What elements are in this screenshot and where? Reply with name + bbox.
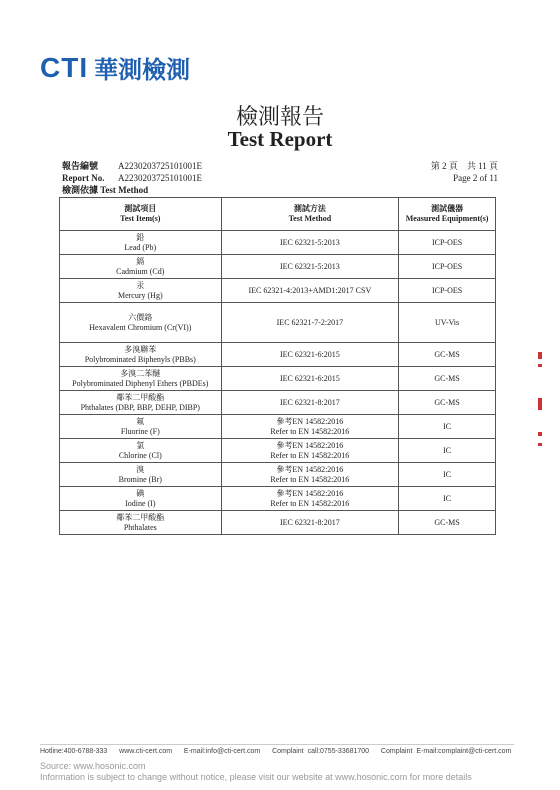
test-method: 參考EN 14582:2016 Refer to EN 14582:2016 — [221, 463, 399, 487]
test-method: 參考EN 14582:2016 Refer to EN 14582:2016 — [221, 415, 399, 439]
test-method: 參考EN 14582:2016 Refer to EN 14582:2016 — [221, 439, 399, 463]
test-method: 參考EN 14582:2016 Refer to EN 14582:2016 — [221, 487, 399, 511]
measured-equipment: IC — [399, 439, 496, 463]
test-item: 鎘 Cadmium (Cd) — [60, 255, 222, 279]
page-number — [431, 160, 498, 184]
measured-equipment: GC-MS — [399, 343, 496, 367]
title-en: Test Report — [227, 127, 333, 151]
title-cn: 檢測報告 — [235, 105, 324, 130]
measured-equipment: ICP-OES — [399, 279, 496, 303]
col-header-equipment: 測試儀器 Measured Equipment(s) — [399, 198, 496, 231]
test-method: IEC 62321-6:2015 — [221, 343, 399, 367]
report-no-cn-label: 報告編號 — [62, 161, 99, 171]
measured-equipment: IC — [399, 463, 496, 487]
report-no-cn: A2230203725101001E — [118, 161, 202, 171]
test-item: 汞 Mercury (Hg) — [60, 279, 222, 303]
footer-web: www.cti-cert.com — [119, 748, 173, 755]
test-method: IEC 62321-7-2:2017 — [221, 303, 399, 343]
table-row — [60, 391, 496, 415]
measured-equipment: ICP-OES — [399, 231, 496, 255]
col-header-item: 測試項目 Test Item(s) — [60, 198, 222, 231]
test-method: IEC 62321-8:2017 — [221, 511, 399, 535]
col-header-method: 測試方法 Test Method — [221, 198, 399, 231]
table-row — [60, 511, 496, 535]
footer-complaint-call: Complaint call:0755-33681700 — [272, 748, 370, 755]
footer-complaint-email: Complaint E-mail:complaint@cti-cert.com — [380, 748, 512, 755]
page-number-cn: 第 2 頁 共 11 頁 — [430, 161, 498, 171]
footer-hotline: Hotline:400-6788-333 — [40, 748, 108, 755]
report-no-label: Report No. — [62, 173, 105, 183]
measured-equipment: GC-MS — [399, 367, 496, 391]
test-item: 鄰苯二甲酸酯 Phthalates — [60, 511, 222, 535]
test-method: IEC 62321-6:2015 — [221, 367, 399, 391]
test-method: IEC 62321-5:2013 — [221, 255, 399, 279]
test-method: IEC 62321-4:2013+AMD1:2017 CSV — [221, 279, 399, 303]
measured-equipment: IC — [399, 487, 496, 511]
table-row — [60, 279, 496, 303]
test-method: IEC 62321-5:2013 — [221, 231, 399, 255]
footer-email: E-mail:info@cti-cert.com — [183, 748, 261, 755]
side-mark — [538, 432, 542, 436]
test-item: 多溴二苯醚 Polybrominated Diphenyl Ethers (PBDEs) — [60, 367, 222, 391]
test-item: 鉛 Lead (Pb) — [60, 231, 222, 255]
table-row — [60, 463, 496, 487]
test-method: IEC 62321-8:2017 — [221, 391, 399, 415]
test-method-table — [59, 197, 496, 535]
table-row — [60, 487, 496, 511]
table-header-row — [60, 198, 496, 231]
page-number-en: Page 2 of 11 — [453, 173, 498, 183]
logo-cn: 華測檢測 — [94, 56, 191, 84]
measured-equipment: IC — [399, 415, 496, 439]
side-mark — [538, 364, 542, 367]
source-disclaimer: Information is subject to change without notice, please visit our website at www.hosonic.com for more details — [40, 772, 472, 782]
measured-equipment: UV-Vis — [399, 303, 496, 343]
table-row — [60, 343, 496, 367]
test-item: 氯 Chlorine (Cl) — [60, 439, 222, 463]
test-method-label: 檢測依據 Test Method — [62, 185, 149, 195]
measured-equipment: GC-MS — [399, 391, 496, 415]
logo-brand: CTI — [40, 51, 89, 83]
test-item: 多溴聯苯 Polybrominated Biphenyls (PBBs) — [60, 343, 222, 367]
footer — [40, 748, 511, 755]
table-row — [60, 303, 496, 343]
side-mark — [538, 352, 542, 359]
test-item: 六價鉻 Hexavalent Chromium (Cr(VI)) — [60, 303, 222, 343]
test-item: 氟 Fluorine (F) — [60, 415, 222, 439]
table-row — [60, 367, 496, 391]
table-row — [60, 231, 496, 255]
report-meta — [62, 160, 202, 196]
test-item: 鄰苯二甲酸酯 Phthalates (DBP, BBP, DEHP, DIBP) — [60, 391, 222, 415]
measured-equipment: ICP-OES — [399, 255, 496, 279]
test-item: 溴 Bromine (Br) — [60, 463, 222, 487]
footer-divider — [40, 744, 514, 745]
report-no: A2230203725101001E — [118, 173, 202, 183]
measured-equipment: GC-MS — [399, 511, 496, 535]
cti-logo — [40, 50, 190, 85]
table-row — [60, 415, 496, 439]
test-item: 碘 Iodine (I) — [60, 487, 222, 511]
source-line: Source: www.hosonic.com — [40, 761, 146, 771]
table-row — [60, 439, 496, 463]
side-mark — [538, 443, 542, 446]
source-note — [40, 761, 472, 783]
side-mark — [538, 398, 542, 410]
table-row — [60, 255, 496, 279]
